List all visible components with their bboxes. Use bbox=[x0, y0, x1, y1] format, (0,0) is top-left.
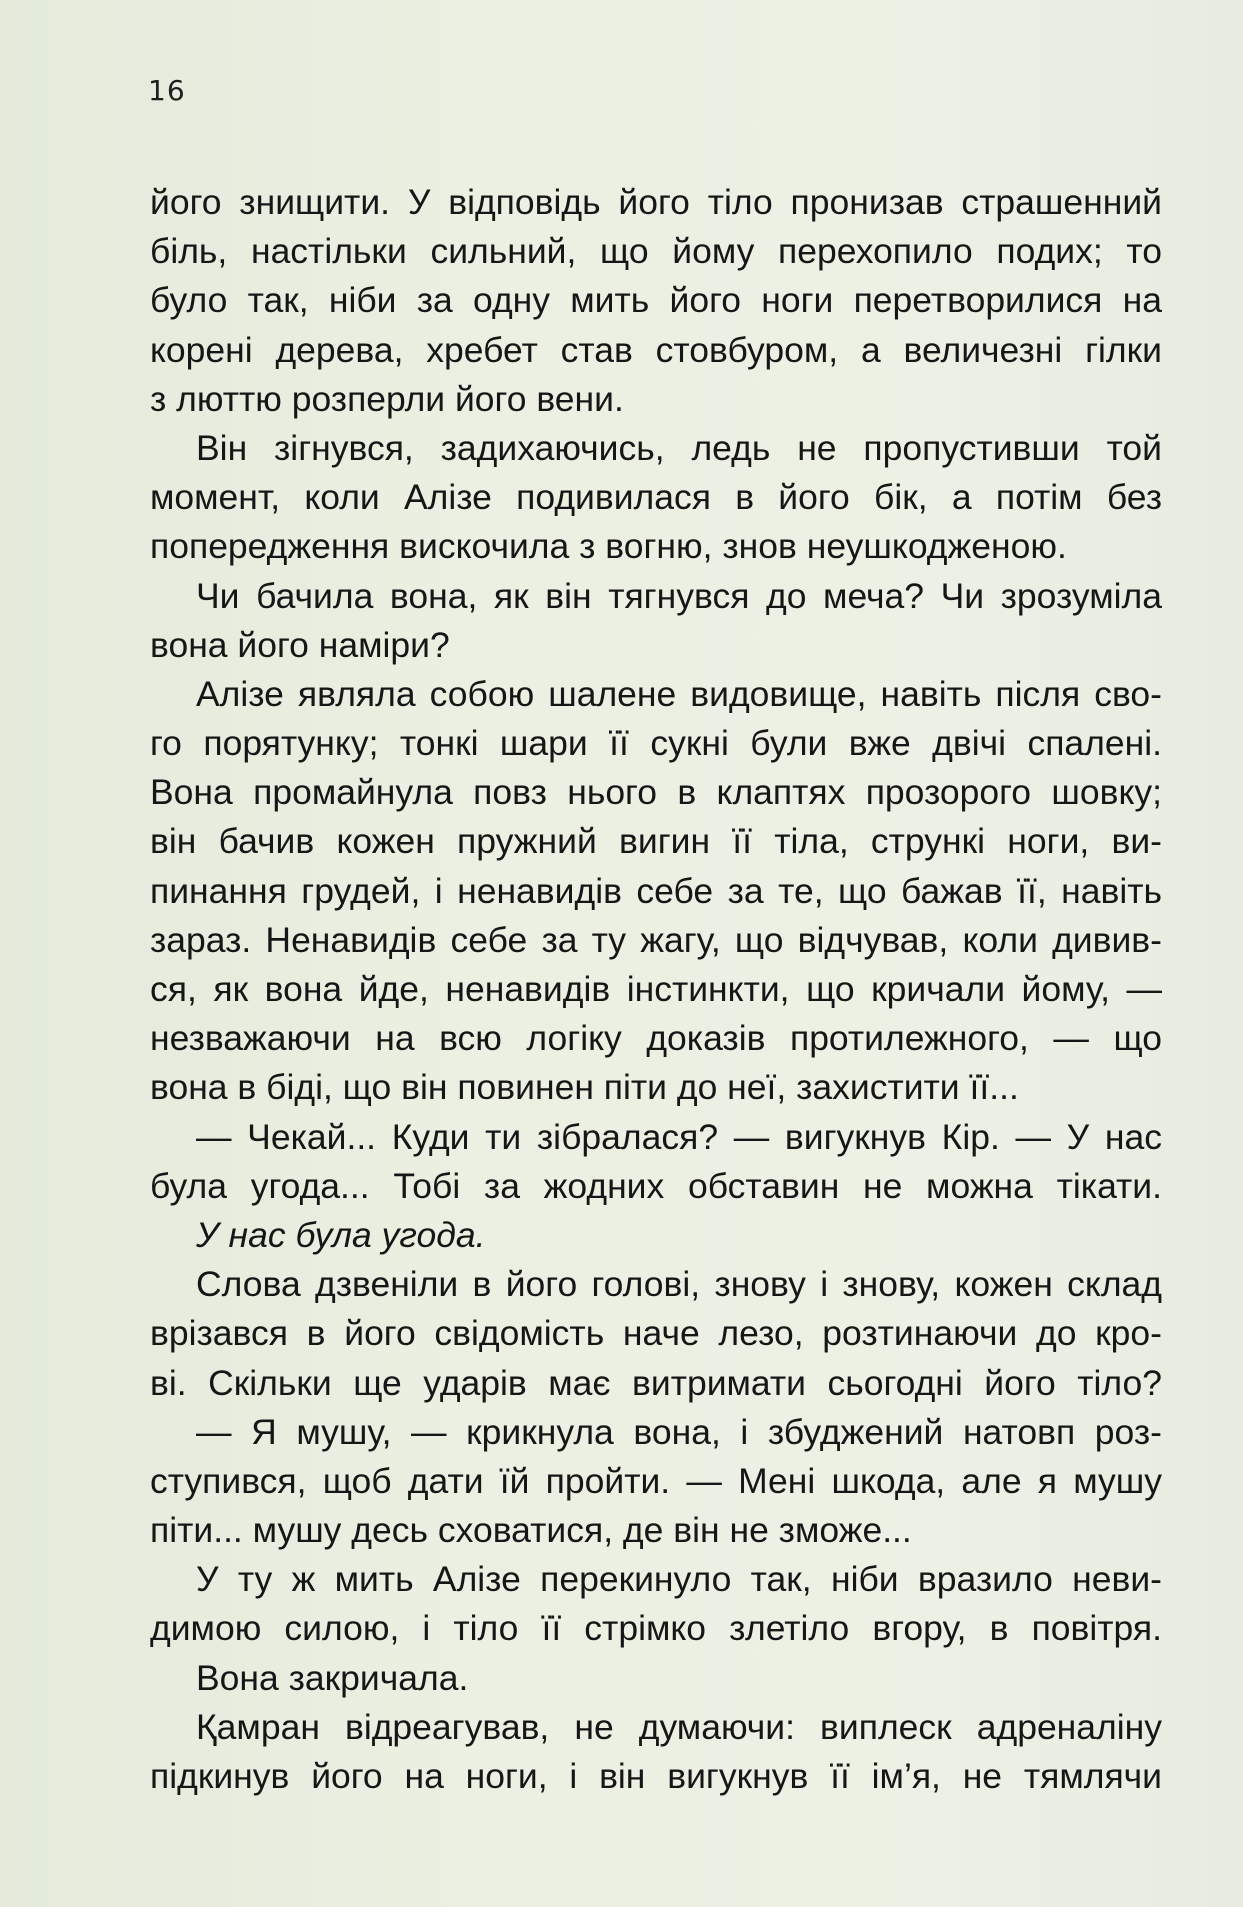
text-line: пинання грудей, і ненавидів себе за те, що бажав її, навіть bbox=[150, 870, 1162, 911]
text-line: Қамран відреагував, не думаючи: виплеск адреналіну bbox=[196, 1706, 1162, 1747]
text-line: незважаючи на всю логіку доказів протилежного, — що bbox=[150, 1018, 1162, 1059]
text-line: момент, коли Алізе подивилася в його бік, а потім без bbox=[150, 477, 1162, 518]
text-line: вона в біді, що він повинен піти до неї, захистити її... bbox=[150, 1067, 1019, 1108]
text-line: Алізе являла собою шалене видовище, навіть після сво- bbox=[196, 673, 1162, 714]
text-line: Слова дзвеніли в його голові, знову і знову, кожен склад bbox=[196, 1264, 1162, 1305]
text-line: Він зігнувся, задихаючись, ледь не пропустивши той bbox=[196, 427, 1162, 468]
text-line: попередження вискочила з вогню, знов неушкодженою. bbox=[150, 526, 1067, 567]
text-line: біль, настільки сильний, що йому перехопило подих; то bbox=[150, 231, 1162, 272]
page-number: 16 bbox=[148, 74, 186, 107]
text-line: го порятунку; тонкі шари її сукні були вже двічі спалені. bbox=[150, 723, 1162, 764]
text-line: піти... мушу десь сховатися, де він не зможе... bbox=[150, 1510, 912, 1551]
text-line: — Я мушу, — крикнула вона, і збуджений натовп роз- bbox=[196, 1411, 1162, 1452]
text-line: У ту ж мить Алізе перекинуло так, ніби вразило неви- bbox=[196, 1559, 1162, 1600]
text-line: ві. Скільки ще ударів має витримати сьогодні його тіло? bbox=[150, 1362, 1162, 1403]
text-line: він бачив кожен пружний вигин її тіла, стрункі ноги, ви- bbox=[150, 821, 1162, 862]
body-text bbox=[150, 178, 1162, 1801]
text-line: з люттю розперли його вени. bbox=[150, 378, 624, 419]
text-line: підкинув його на ноги, і він вигукнув її ім’я, не тямлячи bbox=[150, 1756, 1162, 1796]
text-line: ся, як вона йде, ненавидів інстинкти, що кричали йому, — bbox=[150, 969, 1162, 1009]
text-line: ступився, щоб дати їй пройти. — Мені шкода, але я мушу bbox=[150, 1460, 1162, 1501]
text-line: врізався в його свідомість наче лезо, розтинаючи до кро- bbox=[150, 1313, 1162, 1354]
text-line: була угода... Тобі за жодних обставин не можна тікати. bbox=[150, 1165, 1162, 1206]
text-line: вона його наміри? bbox=[150, 624, 450, 665]
text-line: Вона промайнула повз нього в клаптях прозорого шовку; bbox=[150, 772, 1162, 813]
text-line: Чи бачила вона, як він тягнувся до меча? Чи зрозуміла bbox=[196, 575, 1162, 616]
text-line: зараз. Ненавидів себе за ту жагу, що відчував, коли дивив- bbox=[150, 919, 1162, 960]
text-line: Вона закричала. bbox=[196, 1657, 469, 1698]
text-line: було так, ніби за одну мить його ноги перетворилися на bbox=[150, 280, 1162, 321]
text-line: його знищити. У відповідь його тіло пронизав страшенний bbox=[150, 182, 1162, 222]
text-line: У нас була угода. bbox=[196, 1214, 486, 1255]
text-line: корені дерева, хребет став стовбуром, а величезні гілки bbox=[150, 329, 1162, 370]
text-line: — Чекай... Куди ти зібралася? — вигукнув Кір. — У нас bbox=[196, 1116, 1162, 1157]
text-line: димою силою, і тіло її стрімко злетіло вгору, в повітря. bbox=[150, 1608, 1162, 1649]
